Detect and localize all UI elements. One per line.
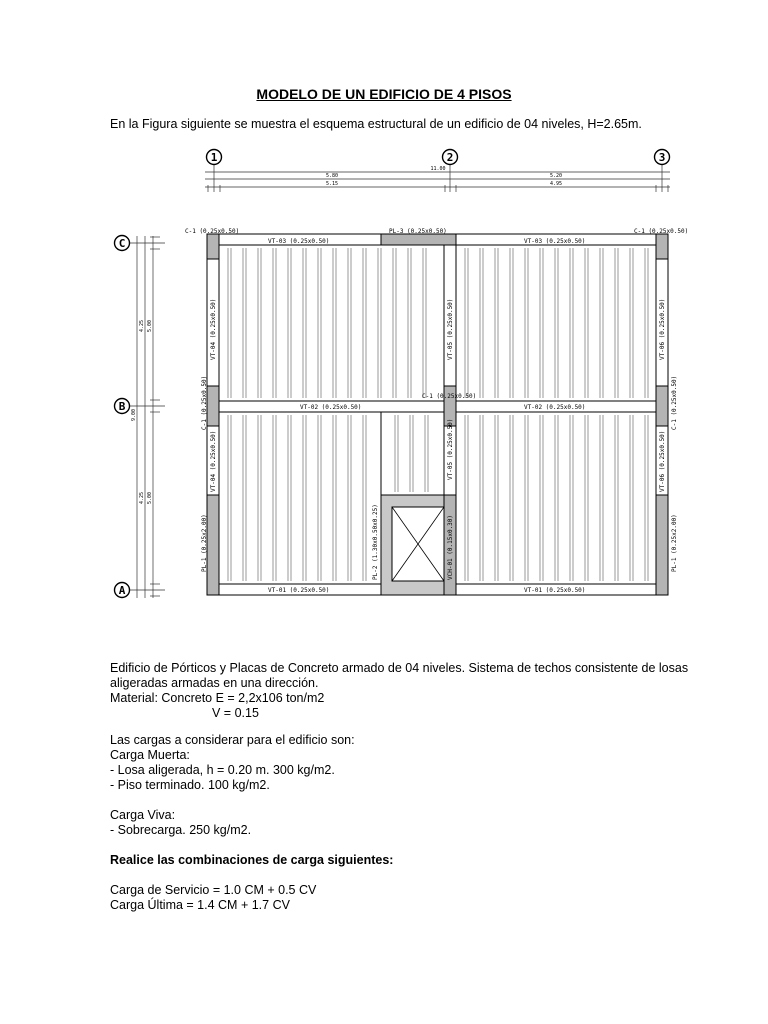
dim-left-upper: 4.25 <box>139 319 145 333</box>
label-c1-top-right: C-1 (0.25x0.50) <box>634 228 689 235</box>
combinations-title: Realice las combinaciones de carga siguientes: <box>110 853 394 867</box>
label-vt02-right: VT-02 (0.25x0.50) <box>524 404 586 411</box>
shaft-pl2 <box>381 495 444 595</box>
label-vt06-upper: VT-06 (0.25x0.50) <box>659 298 666 360</box>
label-c1-mid: C-1 (0.25x0.50) <box>422 393 477 400</box>
axis-bubble-A <box>115 583 130 598</box>
svg-text:1: 1 <box>210 151 218 164</box>
dim-span-2: 5.20 <box>549 173 563 179</box>
svg-text:C: C <box>118 237 126 250</box>
svg-text:B: B <box>118 400 126 413</box>
ultimate-load-combination: Carga Última = 1.4 CM + 1.7 CV <box>110 898 290 912</box>
svg-text:3: 3 <box>658 151 666 164</box>
dim-left-upper2: 5.00 <box>147 319 153 333</box>
dim-total: 11.00 <box>430 166 446 172</box>
label-vch01: VCH-01 (0.15x0.30) <box>447 514 454 580</box>
svg-text:2: 2 <box>446 151 454 164</box>
axis-bubble-C <box>115 236 130 251</box>
dim-left-total: 9.00 <box>131 408 137 422</box>
label-vt05-upper: VT-05 (0.25x0.50) <box>447 298 454 360</box>
label-c1-left-vertical: C-1 (0.25x0.50) <box>201 375 208 430</box>
label-pl3-top: PL-3 (0.25x0.50) <box>389 228 447 235</box>
axis-bubble-2 <box>443 150 458 165</box>
axis-bubble-3 <box>655 150 670 165</box>
label-vt04-upper: VT-04 (0.25x0.50) <box>210 298 217 360</box>
material-line: Material: Concreto E = 2,2x106 ton/m2 <box>110 691 325 705</box>
document-title: MODELO DE UN EDIFICIO DE 4 PISOS <box>256 86 512 102</box>
label-pl2: PL-2 (1.30x0.50x0.25) <box>372 504 379 580</box>
label-vt02-left: VT-02 (0.25x0.50) <box>300 404 362 411</box>
label-vt05-lower: VT-05 (0.25x0.50) <box>447 418 454 480</box>
dead-load-item-2: - Piso terminado. 100 kg/m2. <box>110 778 270 792</box>
poisson-line: V = 0.15 <box>212 706 259 720</box>
intro-paragraph: En la Figura siguiente se muestra el esquema estructural de un edificio de 04 niveles, H=2.65m. <box>110 117 642 131</box>
label-pl1-right: PL-1 (0.25x2.00) <box>671 514 678 572</box>
label-vt03-right: VT-03 (0.25x0.50) <box>524 238 586 245</box>
label-vt01-right: VT-01 (0.25x0.50) <box>524 587 586 594</box>
dim-clear-1: 5.15 <box>325 181 339 187</box>
live-load-item-1: - Sobrecarga. 250 kg/m2. <box>110 823 252 837</box>
label-vt01-left: VT-01 (0.25x0.50) <box>268 587 330 594</box>
label-vt03-left: VT-03 (0.25x0.50) <box>268 238 330 245</box>
dim-span-1: 5.80 <box>325 173 339 179</box>
loads-intro: Las cargas a considerar para el edificio son: <box>110 733 355 747</box>
label-c1-right-vertical: C-1 (0.25x0.50) <box>671 375 678 430</box>
dim-left-lower2: 5.00 <box>147 491 153 505</box>
label-pl1-left: PL-1 (0.25x2.00) <box>201 514 208 572</box>
dim-left-lower: 4.25 <box>139 491 145 505</box>
dead-load-item-1: - Losa aligerada, h = 0.20 m. 300 kg/m2. <box>110 763 335 777</box>
axis-bubble-B <box>115 399 130 414</box>
service-load-combination: Carga de Servicio = 1.0 CM + 0.5 CV <box>110 883 317 897</box>
description-line-1: Edificio de Pórticos y Placas de Concreto armado de 04 niveles. Sistema de techos consistente de losas <box>110 661 689 675</box>
dead-load-title: Carga Muerta: <box>110 748 190 762</box>
label-vt04-lower: VT-04 (0.25x0.50) <box>210 430 217 492</box>
live-load-title: Carga Viva: <box>110 808 176 822</box>
axis-bubble-1 <box>207 150 222 165</box>
dim-clear-2: 4.95 <box>549 181 563 187</box>
description-line-2: aligeradas armadas en una dirección. <box>110 676 319 690</box>
label-vt06-lower: VT-06 (0.25x0.50) <box>659 430 666 492</box>
label-c1-top-left: C-1 (0.25x0.50) <box>185 228 240 235</box>
svg-text:A: A <box>118 584 126 597</box>
